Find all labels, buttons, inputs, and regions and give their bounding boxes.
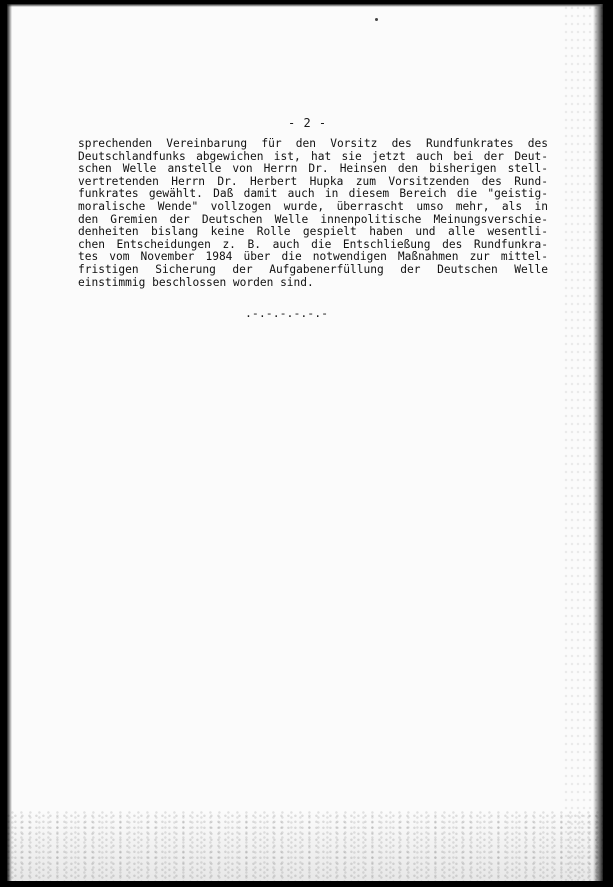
body-line: moralische Wende" vollzogen wurde, überrascht umso mehr, als in: [78, 199, 548, 213]
body-line: fristigen Sicherung der Aufgabenerfüllung der Deutschen Welle: [78, 262, 548, 276]
scan-noise-bottom: [7, 811, 603, 881]
body-line: tes vom November 1984 über die notwendigen Maßnahmen zur mittel-: [78, 250, 548, 264]
document-page: [7, 4, 603, 881]
scan-edge-top: [7, 4, 603, 7]
body-paragraph: [78, 138, 548, 289]
end-separator: .-.-.-.-.-.-: [245, 306, 329, 320]
scan-edge-left: [7, 4, 12, 881]
body-line: funkrates gewählt. Daß damit auch in diesem Bereich die "geistig-: [78, 187, 548, 201]
page-number: - 2 -: [288, 116, 327, 130]
body-line: denheiten bislang keine Rolle gespielt haben und alle wesentli-: [78, 225, 548, 239]
body-line: einstimmig beschlossen worden sind.: [78, 275, 314, 289]
body-line: sprechenden Vereinbarung für den Vorsitz des Rundfunkrates des: [78, 137, 548, 150]
body-line: schen Welle anstelle von Herrn Dr. Heinsen den bisherigen stell-: [78, 162, 548, 176]
body-line: den Gremien der Deutschen Welle innenpolitische Meinungsverschie-: [78, 212, 548, 226]
body-line: Deutschlandfunks abgewichen ist, hat sie jetzt auch bei der Deut-: [78, 149, 548, 163]
scan-noise-right: [563, 4, 603, 881]
scan-speck: [375, 18, 378, 21]
body-line: vertretenden Herrn Dr. Herbert Hupka zum Vorsitzenden des Rund-: [78, 174, 548, 188]
body-line: chen Entscheidungen z. B. auch die Entschließung des Rundfunkra-: [78, 237, 548, 251]
